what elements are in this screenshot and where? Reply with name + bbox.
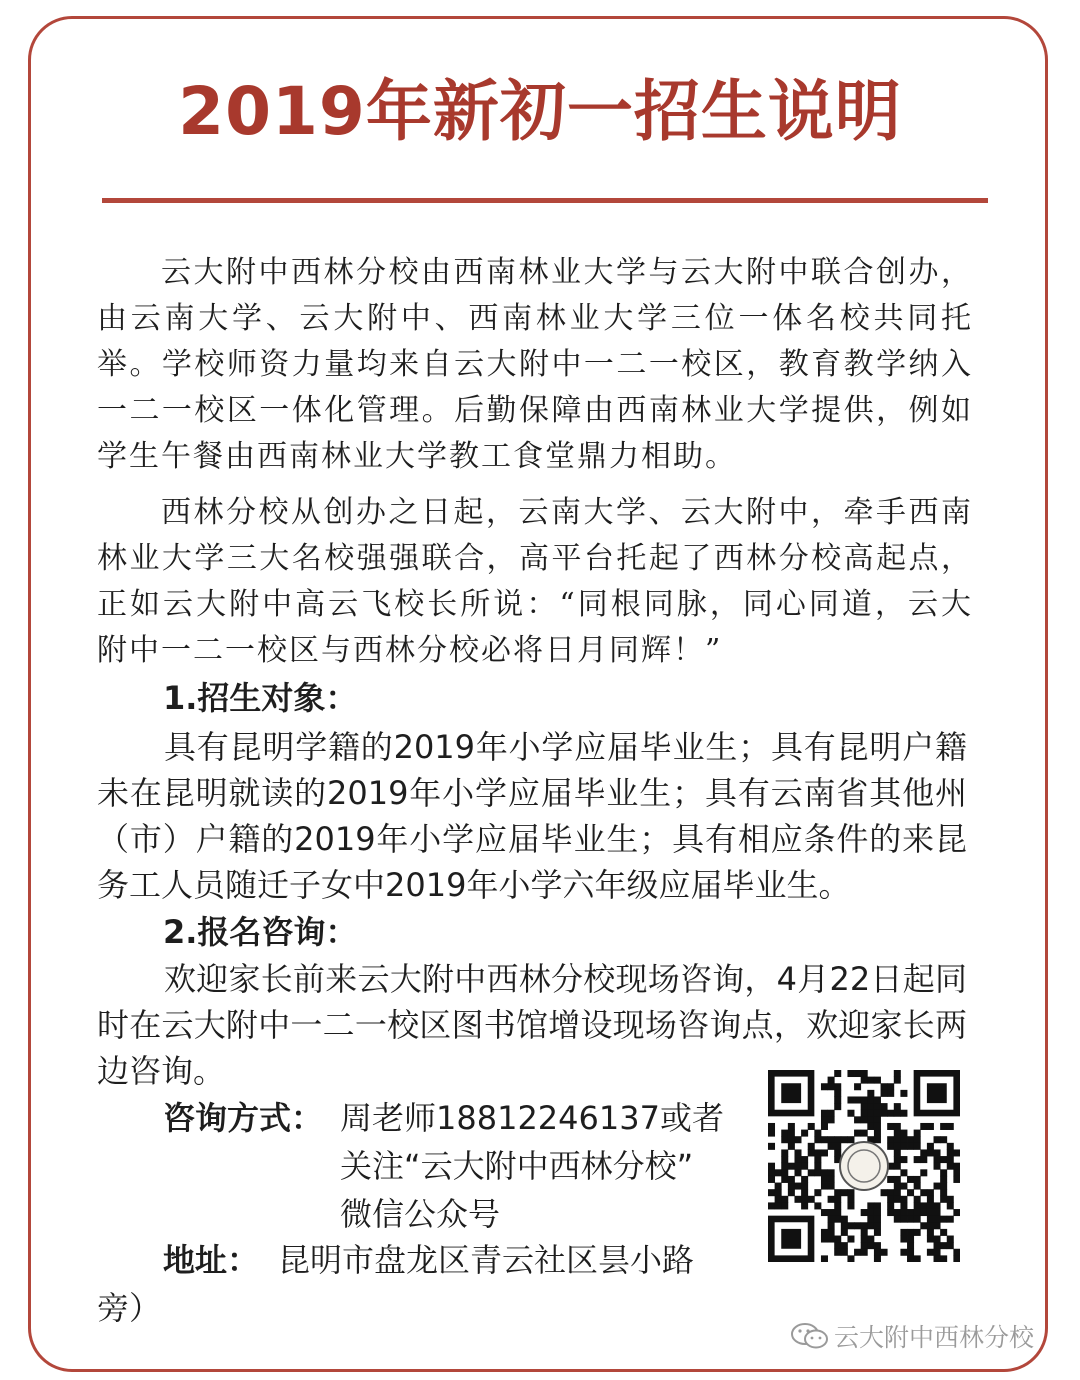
address-label: 地址： — [163, 1241, 260, 1279]
wechat-icon — [790, 1321, 830, 1351]
page-title: 2019年新初一招生说明 — [178, 73, 902, 150]
contact-label: 咨询方式： — [163, 1099, 324, 1137]
contact-details — [340, 1094, 760, 1238]
section-body-enrollment-target: 具有昆明学籍的2019年小学应届毕业生；具有昆明户籍未在昆明就读的2019年小学应届毕业生；具有云南省其他州（市）户籍的2019年小学应届毕业生；具有相应条件的来昆务工人员随迁子女中2019年小学六年级应届毕业生。 — [97, 728, 967, 904]
watermark-text: 云大附中西林分校 — [834, 1323, 1035, 1352]
section-heading-enrollment-target: 1.招生对象： — [163, 679, 358, 717]
contact-line-wechat: 微信公众号 — [340, 1195, 501, 1233]
intro-paragraph-2: 西林分校从创办之日起，云南大学、云大附中，牵手西南林业大学三大名校强强联合，高平台托起了西林分校高起点，正如云大附中高云飞校长所说：“同根同脉，同心同道，云大附中一二一校区与西林分校必将日月同辉！” — [97, 495, 973, 668]
section-heading-registration: 2.报名咨询： — [163, 913, 358, 951]
title-divider — [102, 198, 988, 203]
section-body-registration: 欢迎家长前来云大附中西林分校现场咨询，4月22日起同时在云大附中一二一校区图书馆增设现场咨询点，欢迎家长两边咨询。 — [97, 960, 967, 1090]
qr-code-icon[interactable] — [768, 1070, 960, 1262]
address-continuation: 旁） — [97, 1289, 162, 1327]
address-value: 昆明市盘龙区青云社区昙小路 — [278, 1241, 695, 1279]
contact-line-follow: 关注“云大附中西林分校” — [340, 1147, 694, 1185]
intro-paragraph-1: 云大附中西林分校由西南林业大学与云大附中联合创办，由云南大学、云大附中、西南林业大学三位一体名校共同托举。学校师资力量均来自云大附中一二一校区，教育教学纳入一二一校区一体化管理。后勤保障由西南林业大学提供，例如学生午餐由西南林业大学教工食堂鼎力相助。 — [97, 255, 973, 474]
contact-line-phone: 周老师18812246137或者 — [340, 1099, 724, 1137]
watermark — [790, 1316, 1034, 1356]
